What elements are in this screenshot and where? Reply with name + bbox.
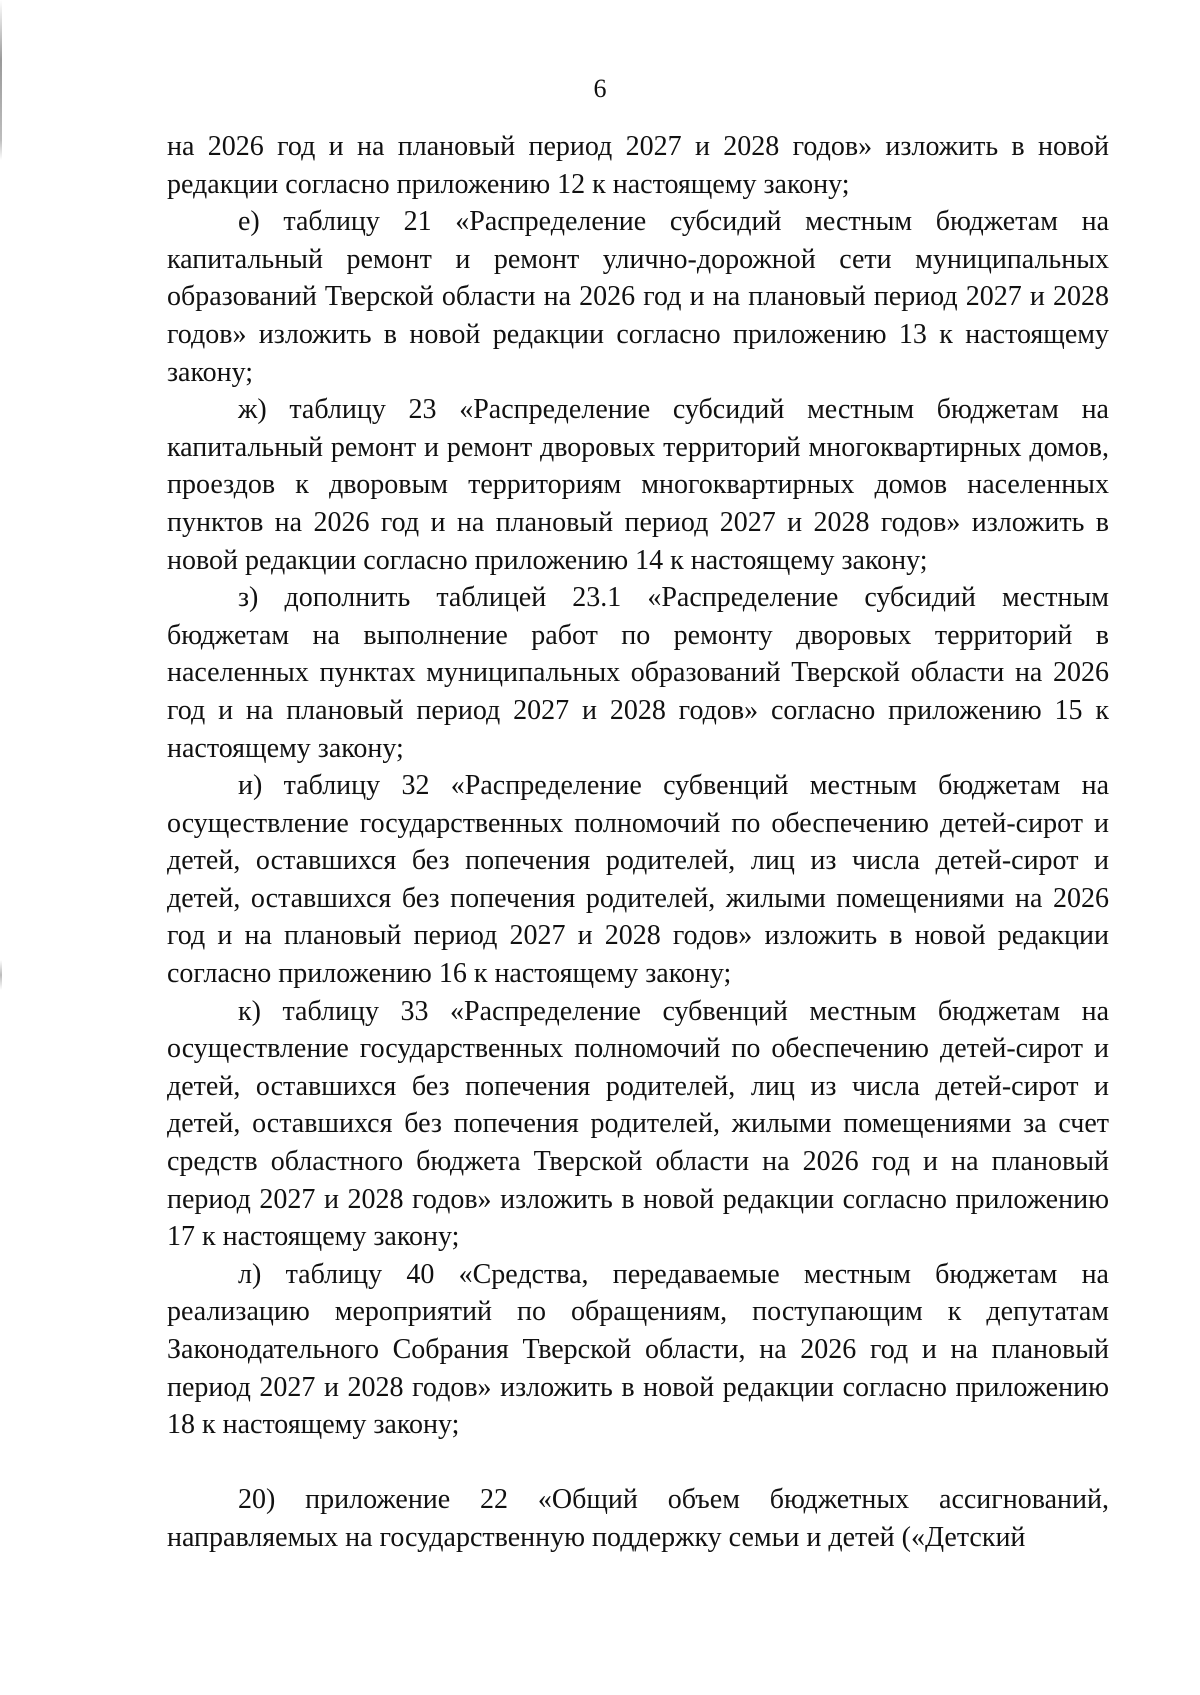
page-number: 6 — [593, 74, 607, 103]
paragraph-item-z: з) дополнить таблицей 23.1 «Распределение субсидий местным бюджетам на выполнение работ по ремонту дворовых территорий в населенных пунктах муниципальных образований Тверской области на 2026 год и на плановый период 2027 и 2028 годов» согласно приложению 15 к настоящему закону; — [167, 582, 1109, 764]
paragraph-item-zh: ж) таблицу 23 «Распределение субсидий местным бюджетам на капитальный ремонт и ремонт дворовых территорий многоквартирных домов, проездов к дворовым территориям многоквартирных домов населенных пунктов на 2026 год и на плановый период 2027 и 2028 годов» изложить в новой редакции согласно приложению 14 к настоящему закону; — [167, 394, 1109, 576]
paragraph-continuation: на 2026 год и на плановый период 2027 и 2028 годов» изложить в новой редакции согласно приложению 12 к настоящему закону; — [167, 131, 1109, 200]
document-body — [167, 128, 1109, 1557]
paragraph-item-e: е) таблицу 21 «Распределение субсидий местным бюджетам на капитальный ремонт и ремонт улично-дорожной сети муниципальных образований Тверской области на 2026 год и на плановый период 2027 и 2028 годов» изложить в новой редакции согласно приложению 13 к настоящему закону; — [167, 206, 1109, 388]
paragraph-item-k: к) таблицу 33 «Распределение субвенций местным бюджетам на осуществление государственных полномочий по обеспечению детей-сирот и детей, оставшихся без попечения родителей, лиц из числа детей-сирот и детей, оставшихся без попечения родителей, жилыми помещениями за счет средств областного бюджета Тверской области на 2026 год и на плановый период 2027 и 2028 годов» изложить в новой редакции согласно приложению 17 к настоящему закону; — [167, 995, 1109, 1253]
paragraph-item-i: и) таблицу 32 «Распределение субвенций местным бюджетам на осуществление государственных полномочий по обеспечению детей-сирот и детей, оставшихся без попечения родителей, лиц из числа детей-сирот и детей, оставшихся без попечения родителей, жилыми помещениями на 2026 год и на плановый период 2027 и 2028 годов» изложить в новой редакции согласно приложению 16 к настоящему закону; — [167, 770, 1109, 990]
paragraph-item-l: л) таблицу 40 «Средства, передаваемые местным бюджетам на реализацию мероприятий по обращениям, поступающим к депутатам Законодательного Собрания Тверской области, на 2026 год и на плановый период 2027 и 2028 годов» изложить в новой редакции согласно приложению 18 к настоящему закону; — [167, 1258, 1109, 1441]
scan-edge — [0, 0, 2, 1695]
paragraph-item-20: 20) приложение 22 «Общий объем бюджетных ассигнований, направляемых на государственную поддержку семьи и детей («Детский — [167, 1484, 1109, 1553]
paragraph-gap — [167, 1444, 1109, 1482]
